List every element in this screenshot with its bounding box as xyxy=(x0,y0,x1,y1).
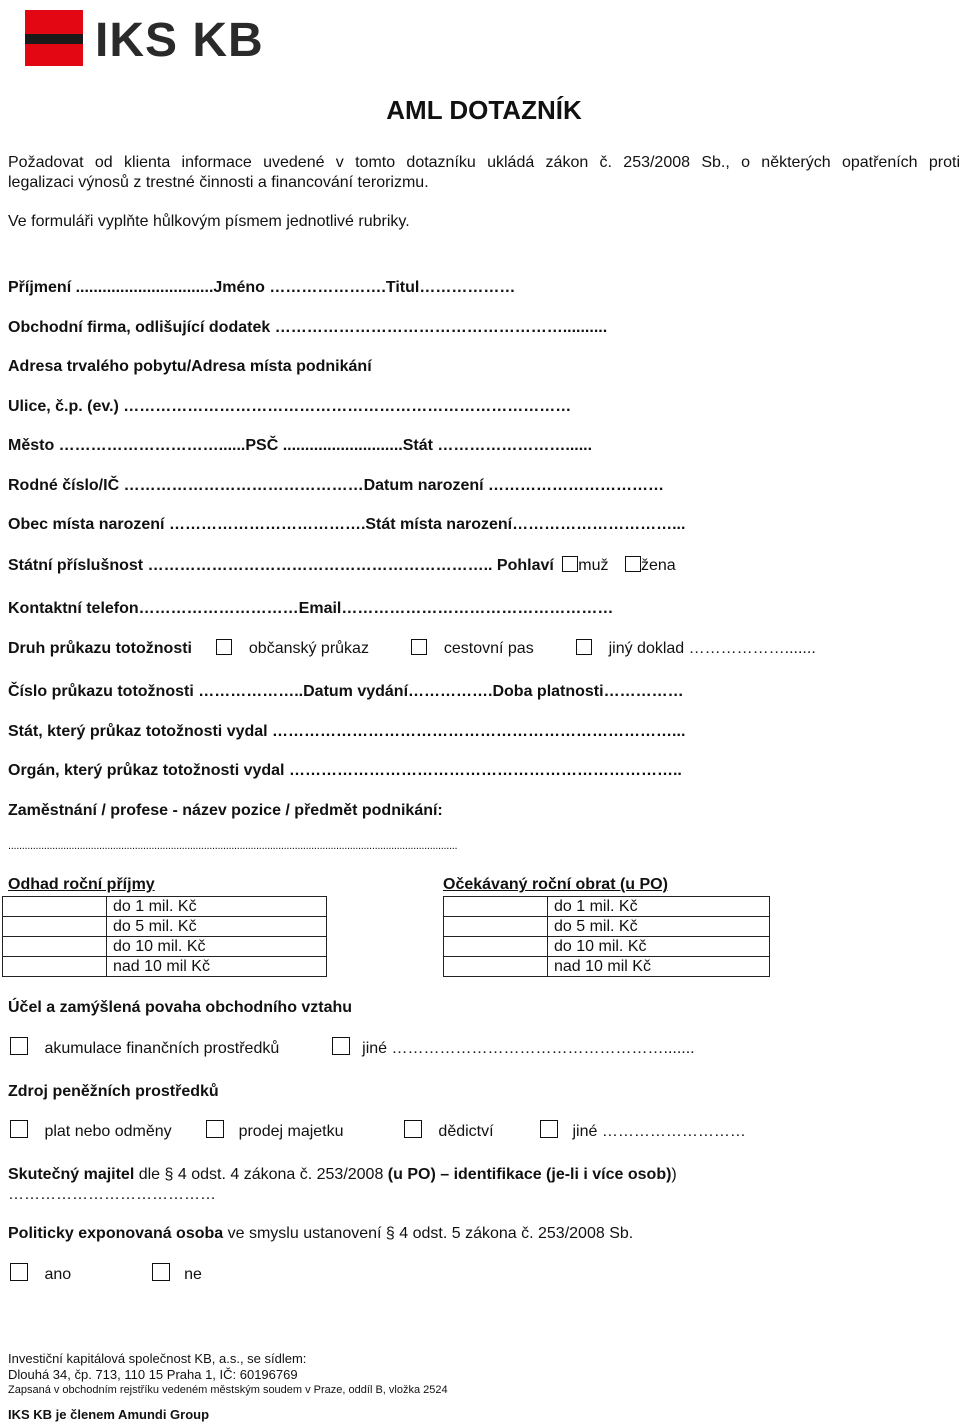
pep-text: ve smyslu ustanovení § 4 odst. 5 zákona č. 253/2008 Sb. xyxy=(223,1225,634,1242)
female-checkbox[interactable] xyxy=(625,556,641,572)
other-id-label[interactable]: jiný doklad ………………....... xyxy=(608,640,816,657)
turnover-table xyxy=(443,896,770,977)
income-table xyxy=(2,896,327,977)
male-checkbox[interactable] xyxy=(562,556,578,572)
income-title: Odhad roční příjmy xyxy=(8,876,155,893)
page-title: AML DOTAZNÍK xyxy=(386,95,582,125)
source-inheritance-label: dědictví xyxy=(438,1123,494,1140)
source-title: Zdroj peněžních prostředků xyxy=(8,1083,219,1100)
intro-line-2: legalizaci výnosů z trestné činnosti a financování terorizmu. xyxy=(8,174,429,191)
turnover-check-cell[interactable] xyxy=(444,917,548,937)
footer-line-2: Dlouhá 34, čp. 713, 110 15 Praha 1, IČ: 60196769 xyxy=(8,1367,298,1382)
male-label: muž xyxy=(578,557,609,574)
pep-row xyxy=(8,1225,633,1243)
footer-line-3: Zapsaná v obchodním rejstříku vedeném městským soudem v Praze, oddíl B, vložka 2524 xyxy=(8,1384,448,1396)
intro-line-3: Ve formuláři vyplňte hůlkovým písmem jednotlivé rubriky. xyxy=(8,213,410,230)
income-row[interactable] xyxy=(3,957,327,977)
occupation-dotline[interactable]: ................................................................................................................................................................... xyxy=(8,840,458,852)
purpose-other-label[interactable]: jiné ……………………………………………....... xyxy=(362,1040,695,1057)
contact-row[interactable]: Kontaktní telefon…………………………Email…………………………………………… xyxy=(8,600,614,617)
id-type-row xyxy=(8,639,816,658)
income-check-cell[interactable] xyxy=(3,957,107,977)
id-issuer-authority-row[interactable]: Orgán, který průkaz totožnosti vydal ……………………………………………………………….. xyxy=(8,762,682,779)
birthplace-row[interactable]: Obec místa narození ……………………………….Stát místa narození…………………………... xyxy=(8,516,686,533)
purpose-accumulation-checkbox[interactable] xyxy=(10,1037,28,1055)
other-id-checkbox[interactable] xyxy=(576,639,592,655)
owner-text-1: dle § 4 odst. 4 zákona č. 253/2008 xyxy=(134,1166,388,1183)
id-issuer-state-row[interactable]: Stát, který průkaz totožnosti vydal …………………………………………………………………... xyxy=(8,723,686,740)
birth-id-row[interactable]: Rodné číslo/IČ ………………………………………Datum narození …………………………… xyxy=(8,477,665,494)
owner-dotline[interactable]: ………………………………… xyxy=(8,1186,216,1203)
source-inheritance-checkbox[interactable] xyxy=(404,1120,422,1138)
footer-line-4: IKS KB je členem Amundi Group xyxy=(8,1407,210,1422)
turnover-value: do 5 mil. Kč xyxy=(548,917,770,937)
name-row[interactable]: Příjmení ...............................Jméno ………………….Titul……………… xyxy=(8,279,516,296)
owner-close: ) xyxy=(671,1166,677,1183)
income-check-cell[interactable] xyxy=(3,937,107,957)
turnover-check-cell[interactable] xyxy=(444,897,548,917)
income-check-cell[interactable] xyxy=(3,897,107,917)
source-sale-checkbox[interactable] xyxy=(206,1120,224,1138)
turnover-check-cell[interactable] xyxy=(444,957,548,977)
logo-mark xyxy=(25,10,83,66)
passport-label: cestovní pas xyxy=(443,640,534,657)
pep-yes-checkbox[interactable] xyxy=(10,1263,28,1281)
source-salary-label: plat nebo odměny xyxy=(44,1123,172,1140)
source-salary-checkbox[interactable] xyxy=(10,1120,28,1138)
income-check-cell[interactable] xyxy=(3,917,107,937)
purpose-options xyxy=(10,1037,695,1058)
female-label: žena xyxy=(640,557,676,574)
turnover-row[interactable] xyxy=(444,897,770,917)
passport-checkbox[interactable] xyxy=(411,639,427,655)
income-value: do 10 mil. Kč xyxy=(107,937,327,957)
id-card-label: občanský průkaz xyxy=(248,640,369,657)
footer-line-1: Investiční kapitálová společnost KB, a.s., se sídlem: xyxy=(8,1351,307,1366)
owner-row xyxy=(8,1166,677,1184)
income-value: nad 10 mil Kč xyxy=(107,957,327,977)
pep-yes-label: ano xyxy=(44,1266,72,1283)
turnover-row[interactable] xyxy=(444,957,770,977)
source-options xyxy=(10,1120,746,1141)
intro-line-1: Požadovat od klienta informace uvedené v tomto dotazníku ukládá zákon č. 253/2008 Sb., o některých opatřeních proti xyxy=(8,154,960,171)
street-row[interactable]: Ulice, č.p. (ev.) ………………………………………………………………………… xyxy=(8,398,572,415)
pep-bold: Politicky exponovaná osoba xyxy=(8,1225,224,1242)
id-number-row[interactable]: Číslo průkazu totožnosti ………………..Datum vydání…………….Doba platnosti…………… xyxy=(8,683,684,700)
income-row[interactable] xyxy=(3,897,327,917)
turnover-value: nad 10 mil Kč xyxy=(548,957,770,977)
turnover-value: do 1 mil. Kč xyxy=(548,897,770,917)
turnover-value: do 10 mil. Kč xyxy=(548,937,770,957)
purpose-title: Účel a zamýšlená povaha obchodního vztahu xyxy=(8,999,353,1016)
nationality-label[interactable]: Státní příslušnost ……………………………………………………….. Pohlaví xyxy=(8,557,554,574)
source-other-checkbox[interactable] xyxy=(540,1120,558,1138)
income-row[interactable] xyxy=(3,937,327,957)
occupation-label: Zaměstnání / profese - název pozice / předmět podnikání: xyxy=(8,802,443,819)
income-row[interactable] xyxy=(3,917,327,937)
nationality-row xyxy=(8,556,676,575)
owner-bold-2: (u PO) – identifikace (je-li i více osob) xyxy=(387,1166,672,1183)
logo-text: IKS KB xyxy=(95,14,264,67)
city-row[interactable]: Město …………………………......PSČ ...........................Stát ……………………...... xyxy=(8,437,593,454)
pep-no-checkbox[interactable] xyxy=(152,1263,170,1281)
owner-bold-1: Skutečný majitel xyxy=(8,1166,135,1183)
purpose-accumulation-label: akumulace finančních prostředků xyxy=(44,1040,280,1057)
logo-stripe xyxy=(25,34,83,44)
pep-options xyxy=(10,1263,202,1284)
company-row[interactable]: Obchodní firma, odlišující dodatek ……………………………………………….......... xyxy=(8,319,608,336)
turnover-row[interactable] xyxy=(444,937,770,957)
address-heading: Adresa trvalého pobytu/Adresa místa podnikání xyxy=(8,358,372,375)
turnover-check-cell[interactable] xyxy=(444,937,548,957)
turnover-row[interactable] xyxy=(444,917,770,937)
source-other-label[interactable]: jiné ……………………… xyxy=(572,1123,746,1140)
source-sale-label: prodej majetku xyxy=(238,1123,344,1140)
id-type-label: Druh průkazu totožnosti xyxy=(8,640,192,657)
turnover-title xyxy=(443,876,668,894)
turnover-title-text: Očekávaný roční obrat (u PO) xyxy=(443,876,668,893)
income-value: do 1 mil. Kč xyxy=(107,897,327,917)
purpose-other-checkbox[interactable] xyxy=(332,1037,350,1055)
income-value: do 5 mil. Kč xyxy=(107,917,327,937)
pep-no-label: ne xyxy=(184,1266,202,1283)
id-card-checkbox[interactable] xyxy=(216,639,232,655)
